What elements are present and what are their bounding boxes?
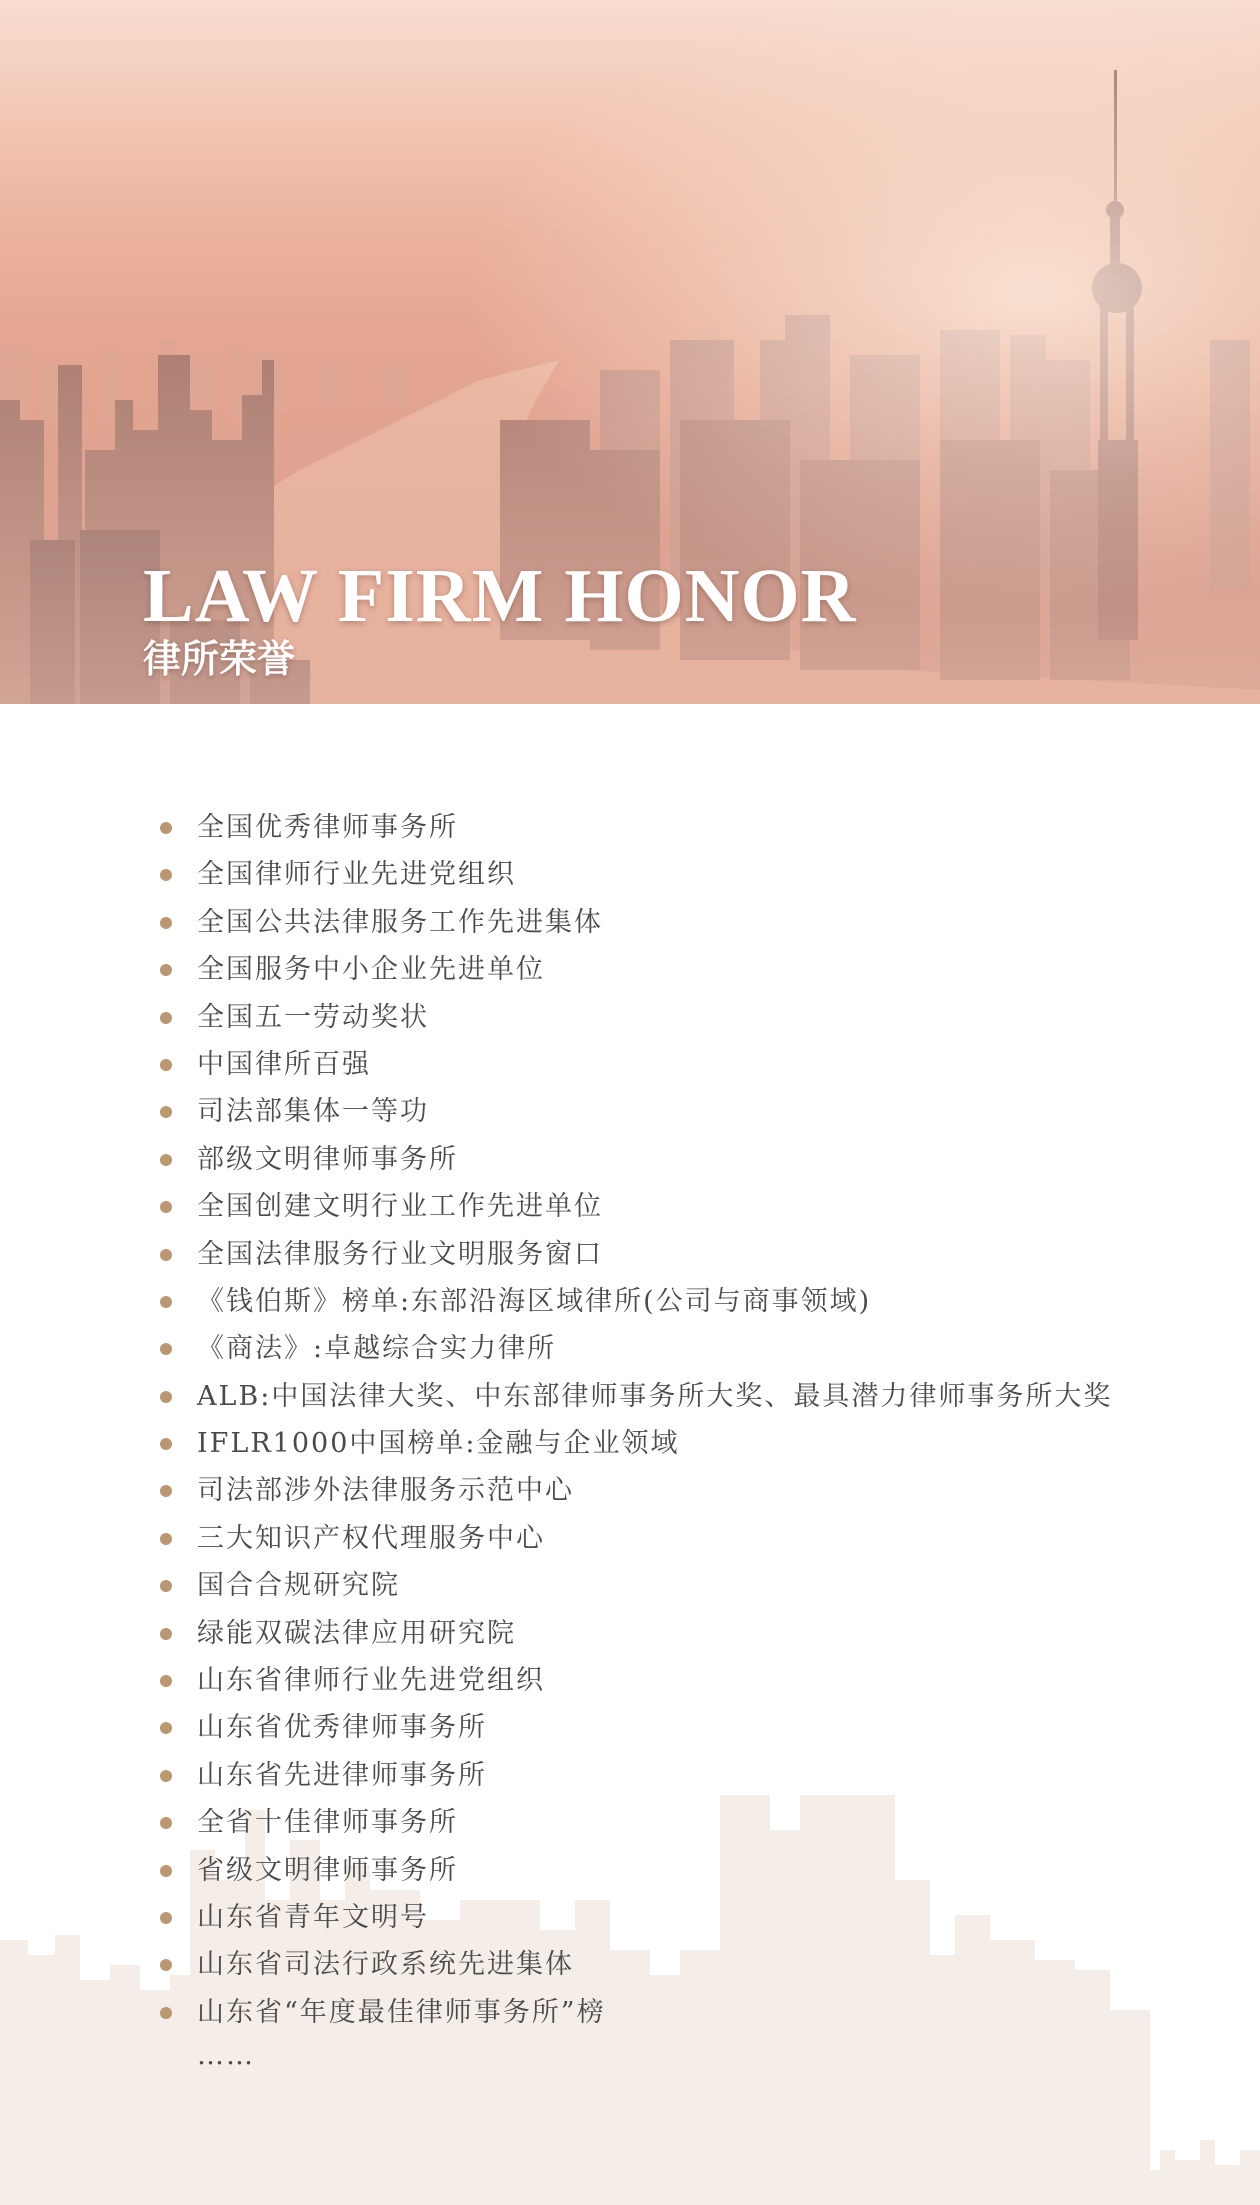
bullet-dot-icon — [160, 1580, 172, 1592]
page-title: LAW FIRM HONOR — [143, 554, 857, 638]
honor-list — [155, 804, 1112, 2036]
honor-item — [155, 1278, 1112, 1325]
bullet-dot-icon — [160, 1343, 172, 1355]
honor-label: 绿能双碳法律应用研究院 — [197, 1617, 516, 1649]
bullet-dot-icon — [160, 1201, 172, 1213]
honor-label: 全省十佳律师事务所 — [197, 1807, 458, 1839]
honor-label: 山东省司法行政系统先进集体 — [197, 1949, 574, 1981]
honor-item — [155, 899, 1112, 946]
bullet-dot-icon — [160, 1533, 172, 1545]
honor-label: 全国创建文明行业工作先进单位 — [197, 1191, 603, 1223]
bullet-dot-icon — [160, 964, 172, 976]
honor-item — [155, 1610, 1112, 1657]
honor-label: 山东省先进律师事务所 — [197, 1759, 487, 1791]
honor-item — [155, 1136, 1112, 1183]
honor-label: 部级文明律师事务所 — [197, 1143, 458, 1175]
honor-label: IFLR1000中国榜单:金融与企业领域 — [197, 1428, 680, 1460]
bullet-dot-icon — [160, 1391, 172, 1403]
honor-label: 山东省“年度最佳律师事务所”榜 — [197, 1996, 606, 2028]
honor-label: 全国服务中小企业先进单位 — [197, 954, 545, 986]
bullet-dot-icon — [160, 822, 172, 834]
bullet-dot-icon — [160, 1296, 172, 1308]
page-subtitle: 律所荣誉 — [143, 637, 296, 681]
bullet-dot-icon — [160, 1438, 172, 1450]
honor-label: 山东省律师行业先进党组织 — [197, 1665, 545, 1697]
honor-label: 全国五一劳动奖状 — [197, 1001, 429, 1033]
honor-label: 全国公共法律服务工作先进集体 — [197, 906, 603, 938]
bullet-dot-icon — [160, 1154, 172, 1166]
honor-label: 中国律所百强 — [197, 1048, 371, 1080]
honor-item — [155, 1941, 1112, 1988]
bullet-dot-icon — [160, 1770, 172, 1782]
bullet-dot-icon — [160, 917, 172, 929]
honor-item — [155, 1325, 1112, 1372]
bullet-dot-icon — [160, 1059, 172, 1071]
bullet-dot-icon — [160, 1485, 172, 1497]
honor-item — [155, 1752, 1112, 1799]
honor-item — [155, 946, 1112, 993]
honor-label: 司法部涉外法律服务示范中心 — [197, 1475, 574, 1507]
honor-item — [155, 1515, 1112, 1562]
honor-item — [155, 994, 1112, 1041]
honor-label: 《钱伯斯》榜单:东部沿海区域律所(公司与商事领域) — [197, 1285, 872, 1317]
bullet-dot-icon — [160, 1959, 172, 1971]
honor-label: 山东省优秀律师事务所 — [197, 1712, 487, 1744]
bullet-dot-icon — [160, 1012, 172, 1024]
honor-item — [155, 1373, 1112, 1420]
honor-item — [155, 1847, 1112, 1894]
honor-label: 三大知识产权代理服务中心 — [197, 1522, 545, 1554]
honor-item — [155, 1231, 1112, 1278]
honor-label: 省级文明律师事务所 — [197, 1854, 458, 1886]
honor-item — [155, 1420, 1112, 1467]
bullet-dot-icon — [160, 869, 172, 881]
honor-item — [155, 1088, 1112, 1135]
honor-item — [155, 1183, 1112, 1230]
honor-item — [155, 1562, 1112, 1609]
honor-label: 全国律师行业先进党组织 — [197, 859, 516, 891]
bullet-dot-icon — [160, 1722, 172, 1734]
honor-item — [155, 1799, 1112, 1846]
honor-item — [155, 1657, 1112, 1704]
honor-item — [155, 1894, 1112, 1941]
honor-item — [155, 1704, 1112, 1751]
honor-label: 司法部集体一等功 — [197, 1096, 429, 1128]
honor-item — [155, 804, 1112, 851]
bullet-dot-icon — [160, 1912, 172, 1924]
honor-label: 全国法律服务行业文明服务窗口 — [197, 1238, 603, 1270]
honor-label: ALB:中国法律大奖、中东部律师事务所大奖、最具潜力律师事务所大奖 — [197, 1380, 1113, 1412]
bullet-dot-icon — [160, 2007, 172, 2019]
honor-item — [155, 1989, 1112, 2036]
more-ellipsis: …… — [197, 2040, 255, 2071]
bullet-dot-icon — [160, 1628, 172, 1640]
honor-label: 全国优秀律师事务所 — [197, 812, 458, 843]
honor-label: 国合合规研究院 — [197, 1570, 400, 1602]
honor-item — [155, 851, 1112, 898]
bullet-dot-icon — [160, 1865, 172, 1877]
bullet-dot-icon — [160, 1817, 172, 1829]
hero-banner — [0, 0, 1260, 704]
honor-item — [155, 1467, 1112, 1514]
bullet-dot-icon — [160, 1675, 172, 1687]
bullet-dot-icon — [160, 1249, 172, 1261]
honor-label: 《商法》:卓越综合实力律所 — [197, 1333, 557, 1365]
honor-item — [155, 1041, 1112, 1088]
honor-label: 山东省青年文明号 — [197, 1901, 429, 1933]
bullet-dot-icon — [160, 1106, 172, 1118]
